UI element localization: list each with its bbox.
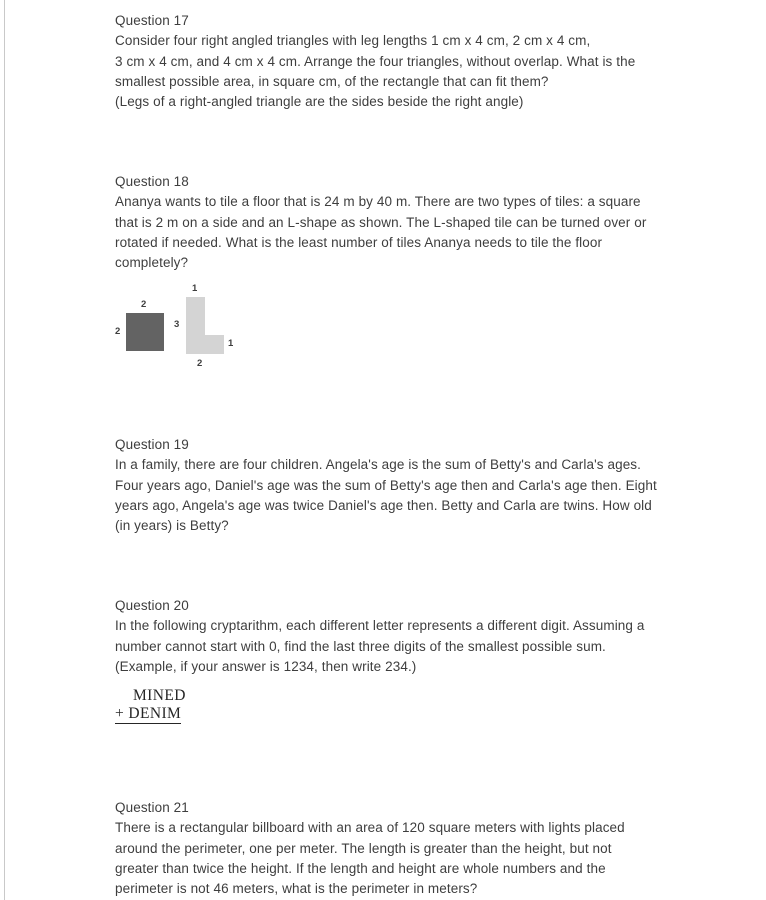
- question-heading: Question 21: [115, 800, 189, 815]
- question-text-line: that is 2 m on a side and an L-shape as shown. The L-shaped tile can be turned over or: [115, 214, 647, 230]
- question-text-line: (in years) is Betty?: [115, 518, 229, 534]
- question-heading: Question 20: [115, 598, 189, 613]
- question-text-line: number cannot start with 0, find the last three digits of the smallest possible sum.: [115, 638, 606, 654]
- question-text-line: perimeter is not 46 meters, what is the perimeter in meters?: [115, 881, 478, 897]
- cryptarithm-addend-1: MINED: [133, 687, 186, 705]
- dimension-label: 1: [192, 283, 198, 294]
- cryptarithm: [115, 687, 675, 724]
- question-text-line: rotated if needed. What is the least number of tiles Ananya needs to tile the floor: [115, 234, 603, 250]
- question-heading: Question 17: [115, 13, 189, 28]
- dimension-label: 1: [228, 338, 234, 349]
- question-text-line: Ananya wants to tile a floor that is 24 m by 40 m. There are two types of tiles: a square: [115, 194, 641, 210]
- dimension-label: 2: [115, 326, 121, 337]
- question-text-line: (Legs of a right-angled triangle are the sides beside the right angle): [115, 94, 524, 110]
- question-heading: Question 19: [115, 437, 189, 452]
- question-text-line: (Example, if your answer is 1234, then write 234.): [115, 658, 417, 674]
- question-text-line: 3 cm x 4 cm, and 4 cm x 4 cm. Arrange the four triangles, without overlap. What is the: [115, 53, 636, 69]
- question-text-line: In the following cryptarithm, each different letter represents a different digit. Assuming a: [115, 618, 645, 634]
- question-19-block: [115, 435, 675, 536]
- question-text-line: smallest possible area, in square cm, of the rectangle that can fit them?: [115, 73, 549, 89]
- question-text-line: Four years ago, Daniel's age was the sum of Betty's age then and Carla's age then. Eight: [115, 477, 657, 493]
- question-text-line: greater than twice the height. If the length and height are whole numbers and the: [115, 860, 606, 876]
- page-left-border: [4, 0, 5, 900]
- question-text-line: around the perimeter, one per meter. The length is greater than the height, but not: [115, 840, 612, 856]
- l-shape-tile-vertical: [186, 297, 205, 354]
- dimension-label: 3: [174, 319, 180, 330]
- question-text-line: completely?: [115, 255, 189, 271]
- question-20-block: [115, 596, 675, 724]
- question-18-block: [115, 172, 675, 273]
- dimension-label: 2: [141, 299, 147, 310]
- tile-figure: [112, 283, 252, 375]
- square-tile: [126, 313, 164, 351]
- question-heading: Question 18: [115, 174, 189, 189]
- question-17-block: [115, 11, 675, 112]
- question-text-line: In a family, there are four children. Angela's age is the sum of Betty's and Carla's ages.: [115, 457, 642, 473]
- l-shape-tile-horizontal: [205, 335, 224, 354]
- question-21-block: [115, 798, 675, 899]
- cryptarithm-addend-2: + DENIM: [115, 705, 181, 725]
- question-text-line: Consider four right angled triangles with leg lengths 1 cm x 4 cm, 2 cm x 4 cm,: [115, 33, 591, 49]
- question-text-line: years ago, Angela's age was twice Daniel's age then. Betty and Carla are twins. How old: [115, 497, 652, 513]
- dimension-label: 2: [197, 358, 203, 369]
- question-text-line: There is a rectangular billboard with an area of 120 square meters with lights placed: [115, 820, 625, 836]
